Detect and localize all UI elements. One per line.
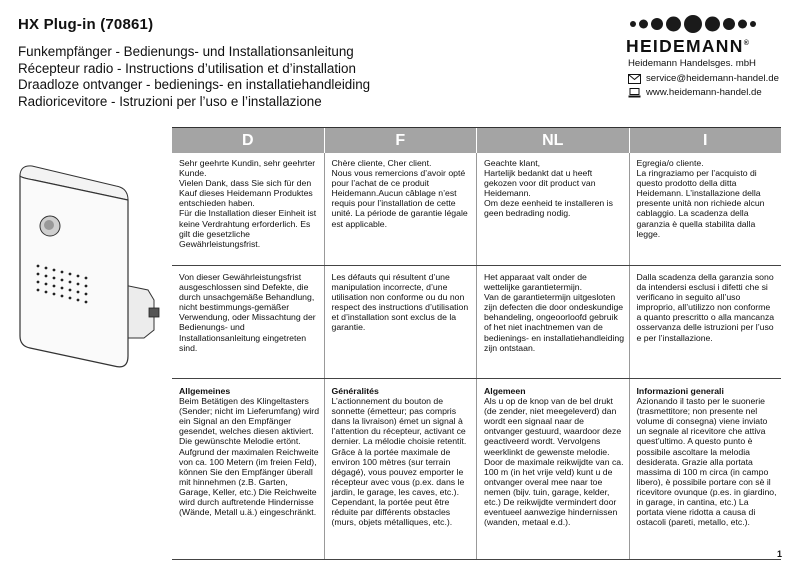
page-number: 1	[777, 549, 783, 559]
heidemann-logo	[626, 14, 791, 57]
subtitle-it: Radioricevitore - Istruzioni per l’uso e l’installazione	[18, 93, 322, 109]
general-de	[172, 379, 324, 559]
logo-dots-icon	[626, 14, 791, 34]
warranty-it: Dalla scadenza della garanzia sono da intendersi esclusi i difetti che si verificano in seguito all’uso improprio, all’utilizzo non conforme a quanto prescritto o alla mancanza osservanza delle istruzioni per l’uso e per l’installazione.	[629, 266, 782, 378]
plug-in-receiver-illustration	[16, 160, 166, 390]
subtitle-de: Funkempfänger - Bedienungs- und Installationsanleitung	[18, 44, 354, 59]
column-header-de: D	[241, 132, 254, 149]
instructions-table	[172, 127, 781, 560]
column-header-it: I	[629, 128, 782, 153]
envelope-icon	[628, 74, 641, 84]
website-link[interactable]: www.heidemann-handel.de	[646, 87, 762, 98]
intro-de: Sehr geehrte Kundin, sehr geehrter Kunde. Vielen Dank, dass Sie sich für den Kauf dieses Heidemann Produktes entschieden haben. Für die Installation dieser Einheit ist keine Verdrahtung erforderlich. Es gilt die gesetzliche Gewährleistungsfrist.	[179, 158, 317, 249]
general-it	[629, 379, 782, 559]
warranty-fr: Les défauts qui résultent d’une manipulation incorrecte, d’une utilisation non conforme ou du non respect des instructions d’utilisation et d’installation sont exclus de la garantie.	[324, 266, 477, 378]
computer-icon	[628, 88, 641, 98]
warranty-nl: Het apparaat valt onder de wettelijke garantietermijn. Van de garantietermijn uitgesloten zijn defecten die door ondeskundige behandeling, ongeoorloofd gebruik of het niet inachtnemen van de bedienings- en installatiehandleiding zijn ontstaan.	[476, 266, 629, 378]
column-header-fr: F	[324, 128, 477, 153]
general-body-it: Azionando il tasto per le suonerie (trasmettitore; non presente nel volume di consegna) viene inviato un segnale al ricevitore che attiva quest’ultimo. A questo punto è possibile ascoltare la melodia desiderata. Grazie alla portata massima di 100 m circa (in campo libero), è possibile portare con sè il ricevitore ovunque (p.es. in giardino, in garage, in cantina, etc.) La portata viene ridotta a causa di ostacoli (pareti, metallo, etc.).	[636, 396, 777, 528]
subtitle-block	[18, 44, 370, 110]
general-body-nl: Als u op de knop van de bel drukt (de zender, niet meegeleverd) dan wordt een signaal naar de ontvanger gestuurd, waardoor deze geactiveerd wordt. Vervolgens weerklinkt de gewenste melodie. Door de maximale reikwijdte van ca. 100 m (in het vrije veld) kunt u de ontvanger overal mee naar toe nemen (bijv. tuin, garage, kelder, etc.) De reikwijdte vermindert door eventueel aanwezige hindernissen (wanden, metaal e.d.).	[484, 396, 624, 528]
brand-name: HEIDEMANN®	[626, 36, 751, 56]
intro-row	[172, 153, 781, 266]
general-row	[172, 379, 781, 560]
company-name: Heidemann Handelsges. mbH	[628, 58, 756, 69]
subtitle-fr: Récepteur radio - Instructions d’utilisation et d’installation	[18, 60, 356, 76]
intro-nl: Geachte klant, Hartelijk bedankt dat u heeft gekozen voor dit product van Heidemann. Om deze eenheid te installeren is geen bedrading nodig.	[476, 153, 629, 265]
general-fr	[324, 379, 477, 559]
column-header-nl: NL	[476, 128, 629, 153]
subtitle-nl: Draadloze ontvanger - bedienings- en installatiehandleiding	[18, 77, 371, 93]
general-body-fr: L’actionnement du bouton de sonnette (émetteur; pas compris dans la livraison) émet un signal à l’attention du récepteur, activant ce dernier. La mélodie choisie retentit. Grâce à la portée maximale de environ 100 mètres (sur terrain dégagé), vous pouvez emporter le récepteur avec vous (p.ex. dans le jardin, le garage, les caves, etc.). Cependant, la portée peut être réduite par différents obstacles (murs, objets métalliques, etc.).	[331, 396, 467, 528]
intro-fr: Chère cliente, Cher client. Nous vous remercions d’avoir opté pour l’achat de ce produit Heidemann.Aucun câblage n’est requis pour l’installation de cette unité. La période de garantie légale est applicable.	[324, 153, 477, 265]
general-body-de: Beim Betätigen des Klingeltasters (Sender; nicht im Lieferumfang) wird ein Signal an den Empfänger gesendet, welches diesen aktiviert. Die gewünschte Melodie ertönt. Aufgrund der maximalen Reichweite von ca. 100 Metern (im freien Feld), können Sie den Empfänger überall mit hinnehmen (z.B. Garten, Garage, Keller, etc.) Die Reichweite wird durch auftretende Hindernisse (Wände, Metall u.ä.) eingeschränkt.	[179, 396, 320, 518]
warranty-de: Von dieser Gewährleistungsfrist ausgeschlossen sind Defekte, die durch unsachgemäße Behandlung, nicht bestimmungs-gemäßer Verwendung, oder Missachtung der Bedienungs- und Installationsanleitung eingetreten sind.	[179, 272, 316, 353]
general-nl	[476, 379, 629, 559]
general-heading-fr: Généralités	[331, 386, 379, 396]
language-header-row	[172, 128, 781, 153]
intro-it: Egregia/o cliente. La ringraziamo per l’acquisto di questo prodotto della ditta Heidemann. L’installazione della presente unità non richiede alcun cablaggio. La scadenza della garanzia è quella stabilita dalla legge.	[629, 153, 782, 265]
warranty-row	[172, 266, 781, 379]
general-heading-nl: Algemeen	[484, 386, 526, 396]
contact-block	[628, 57, 779, 101]
general-heading-de: Allgemeines	[179, 386, 231, 396]
document-title: HX Plug-in (70861)	[18, 16, 154, 33]
email-link[interactable]: service@heidemann-handel.de	[646, 72, 779, 84]
general-heading-it: Informazioni generali	[636, 386, 724, 396]
